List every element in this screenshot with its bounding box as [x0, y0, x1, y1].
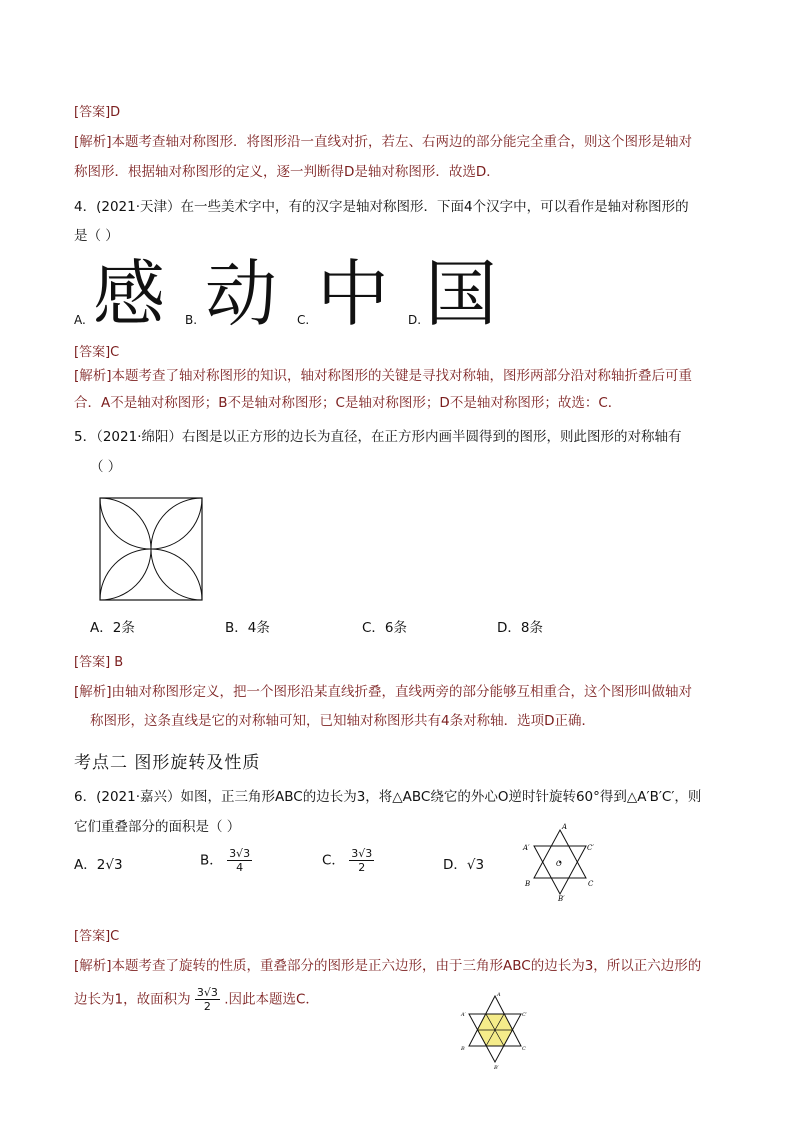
q5-option-c: C．6条 — [362, 620, 408, 636]
q5-option-d: D．8条 — [497, 620, 543, 636]
q5-answer: [答案] B — [74, 655, 124, 670]
section-heading: 考点二 图形旋转及性质 — [74, 753, 261, 773]
q6-analysis-fraction: $\frac{3√3}{2}$ — [196, 986, 218, 1013]
q6-answer: [答案]C — [74, 929, 120, 944]
q6-analysis-line2: 边长为1，故面积为 $\frac{3√3}{2}$ .因此本题选C． — [74, 986, 319, 1013]
q4-option-a-char: 感 — [93, 252, 166, 336]
q6-overlap-hexagon-figure — [455, 990, 535, 1070]
q6-stem-line2: 它们重叠部分的面积是（ ） — [74, 819, 241, 835]
q5-analysis-line1: [解析]由轴对称图形定义，把一个图形沿某直线折叠，直线两旁的部分能够互相重合，这个图形叫做轴对 — [74, 684, 693, 700]
analysis-line1-q3: [解析]本题考查轴对称图形．将图形沿一直线对折，若左、右两边的部分能完全重合，则这个图形是轴对 — [74, 134, 693, 150]
answer-label-q3: [答案]D — [74, 105, 121, 120]
q6-hex-label-c-prime: C′ — [522, 1012, 527, 1018]
q4-option-b-label: B. — [185, 313, 198, 327]
q6-analysis-line1: [解析]本题考查了旋转的性质，重叠部分的图形是正六边形，由于三角形ABC的边长为3，所以正六边形的 — [74, 958, 702, 974]
q6-option-a: A．2√3 — [74, 857, 123, 873]
q6-rotated-triangles-figure — [520, 822, 600, 902]
q4-analysis-line2: 合．A不是轴对称图形；B不是轴对称图形；C是轴对称图形；D不是轴对称图形；故选：C． — [74, 395, 622, 411]
q6-stem-line1: 6．(2021·嘉兴）如图，正三角形ABC的边长为3，将△ABC绕它的外心O逆时针旋转60°得到△A′B′C′，则 — [74, 789, 702, 805]
q6-label-c-prime: C′ — [587, 844, 594, 852]
q6-option-b: B． $\frac{3√3}{4}$ — [200, 847, 251, 874]
q6-label-b-prime: B′ — [558, 895, 565, 902]
q6-hex-label-b: B — [461, 1046, 465, 1052]
q4-option-d-char: 国 — [425, 252, 498, 336]
q5-option-a: A．2条 — [90, 620, 135, 636]
q5-stem-line2: （ ） — [90, 459, 122, 475]
q6-label-a: A — [562, 823, 568, 831]
q6-hex-label-a-prime: A′ — [461, 1012, 466, 1018]
q4-option-c-char: 中 — [317, 252, 390, 336]
q5-square-semicircles-figure — [99, 497, 203, 601]
q6-hex-label-c: C — [522, 1046, 526, 1052]
q5-option-b: B．4条 — [225, 620, 270, 636]
q5-stem-line1: 5．（2021·绵阳）右图是以正方形的边长为直径，在正方形内画半圆得到的图形，则此图形的对称轴有 — [74, 429, 682, 445]
q6-label-b: B — [525, 880, 531, 888]
q6-label-a-prime: A′ — [523, 844, 530, 852]
q6-option-d: D．√3 — [443, 857, 485, 873]
q4-option-c-label: C. — [297, 313, 310, 327]
q4-option-d-label: D. — [408, 313, 422, 327]
q4-option-a-label: A. — [74, 313, 86, 327]
q6-hex-label-a: A — [497, 992, 501, 998]
q6-label-o: O — [556, 860, 562, 868]
q6-option-c: C． $\frac{3√3}{2}$ — [322, 847, 373, 874]
q5-analysis-line2: 称图形，这条直线是它的对称轴可知，已知轴对称图形共有4条对称轴．选项D正确． — [90, 713, 595, 729]
q6-option-b-fraction: $\frac{3√3}{4}$ — [229, 847, 251, 874]
analysis-line2-q3: 称图形．根据轴对称图形的定义，逐一判断得D是轴对称图形．故选D． — [74, 164, 500, 180]
q4-answer: [答案]C — [74, 345, 120, 360]
q6-option-c-fraction: $\frac{3√3}{2}$ — [351, 847, 373, 874]
q6-hex-label-b-prime: B′ — [494, 1065, 499, 1070]
q4-stem-line1: 4．(2021·天津）在一些美术字中，有的汉字是轴对称图形．下面4个汉字中，可以看作是轴对称图形的 — [74, 199, 689, 215]
q4-stem-line2: 是（ ） — [74, 228, 119, 244]
q4-analysis-line1: [解析]本题考查了轴对称图形的知识，轴对称图形的关键是寻找对称轴，图形两部分沿对称轴折叠后可重 — [74, 368, 693, 384]
q6-label-c: C — [588, 880, 594, 888]
q4-option-b-char: 动 — [205, 252, 278, 336]
